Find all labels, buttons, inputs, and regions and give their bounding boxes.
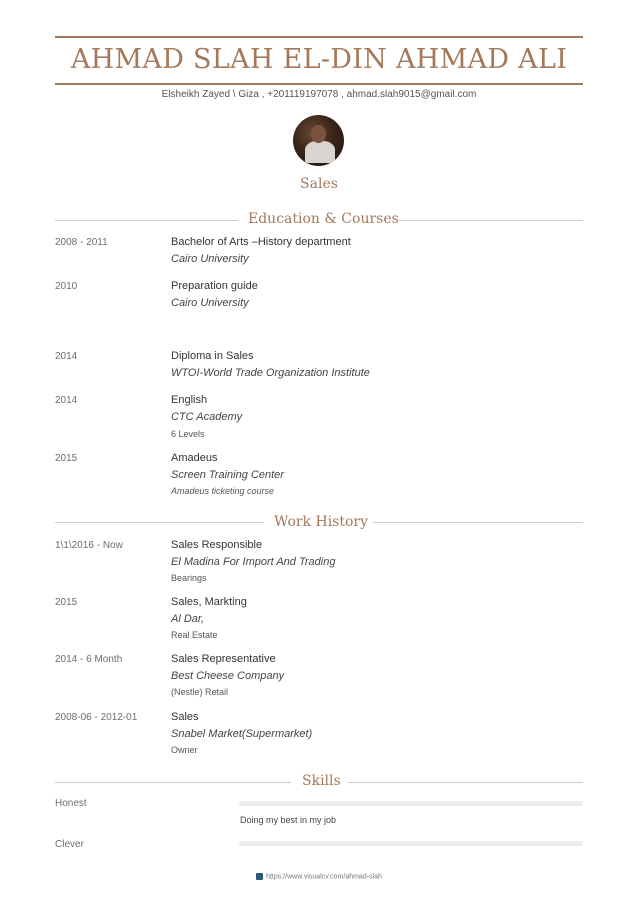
entry-organization: El Madina For Import And Trading xyxy=(171,556,336,568)
job-title: Sales xyxy=(300,176,338,192)
entry-date: 2014 xyxy=(55,395,78,406)
entry-title: English xyxy=(171,394,208,406)
entry-description: 6 Levels xyxy=(171,429,205,439)
skill-description: Doing my best in my job xyxy=(240,815,337,825)
skill-name: Honest xyxy=(55,798,87,809)
entry-organization: Best Cheese Company xyxy=(171,670,285,682)
header-top-rule xyxy=(55,36,583,38)
entry-title: Preparation guide xyxy=(171,280,258,292)
candidate-name: AHMAD SLAH EL-DIN AHMAD ALI xyxy=(70,44,568,75)
entry-organization: Cairo University xyxy=(171,297,249,309)
footer xyxy=(0,873,638,880)
skills-rule-right xyxy=(348,782,583,783)
entry-title: Sales, Markting xyxy=(171,596,247,608)
visualcv-logo-icon xyxy=(256,873,263,880)
entry-title: Bachelor of Arts –History department xyxy=(171,236,351,248)
entry-date: 2014 xyxy=(55,351,78,362)
contact-line: Elsheikh Zayed \ Giza , +201119197078 , ahmad.slah9015@gmail.com xyxy=(161,89,477,100)
entry-title: Amadeus xyxy=(171,452,218,464)
entry-date: 2010 xyxy=(55,281,78,292)
entry-date: 2008-06 - 2012-01 xyxy=(55,712,138,723)
work-rule-left xyxy=(55,522,264,523)
entry-date: 2014 - 6 Month xyxy=(55,654,123,665)
education-heading: Education & Courses xyxy=(248,211,399,227)
entry-description: Amadeus ticketing course xyxy=(171,486,275,496)
entry-description: Owner xyxy=(171,745,198,755)
entry-organization: CTC Academy xyxy=(171,411,243,423)
entry-date: 2015 xyxy=(55,597,78,608)
entry-organization: Screen Training Center xyxy=(171,469,284,481)
profile-photo xyxy=(293,115,344,166)
entry-organization: Snabel Market(Supermarket) xyxy=(171,728,313,740)
entry-organization: WTOI-World Trade Organization Institute xyxy=(171,367,370,379)
entry-description: Real Estate xyxy=(171,630,218,640)
entry-title: Diploma in Sales xyxy=(171,350,254,362)
skill-level-bar xyxy=(239,841,583,846)
work-rule-right xyxy=(373,522,583,523)
skill-level-bar xyxy=(239,801,583,806)
education-rule-left xyxy=(55,220,238,221)
profile-link[interactable]: https://www.visualcv.com/ahmad-slah xyxy=(266,873,382,881)
entry-title: Sales Responsible xyxy=(171,539,263,551)
entry-date: 2008 - 2011 xyxy=(55,237,108,248)
entry-date: 1\1\2016 - Now xyxy=(55,540,123,551)
entry-title: Sales xyxy=(171,711,199,723)
entry-date: 2015 xyxy=(55,453,78,464)
work-heading: Work History xyxy=(274,514,369,530)
entry-title: Sales Representative xyxy=(171,653,276,665)
skills-heading: Skills xyxy=(302,773,341,789)
entry-organization: Al Dar, xyxy=(171,613,205,625)
skill-name: Clever xyxy=(55,839,84,850)
entry-description: Bearings xyxy=(171,573,207,583)
header-bottom-rule xyxy=(55,83,583,85)
entry-organization: Cairo University xyxy=(171,253,249,265)
skills-rule-left xyxy=(55,782,291,783)
education-rule-right xyxy=(399,220,583,221)
entry-description: (Nestle) Retail xyxy=(171,687,229,697)
